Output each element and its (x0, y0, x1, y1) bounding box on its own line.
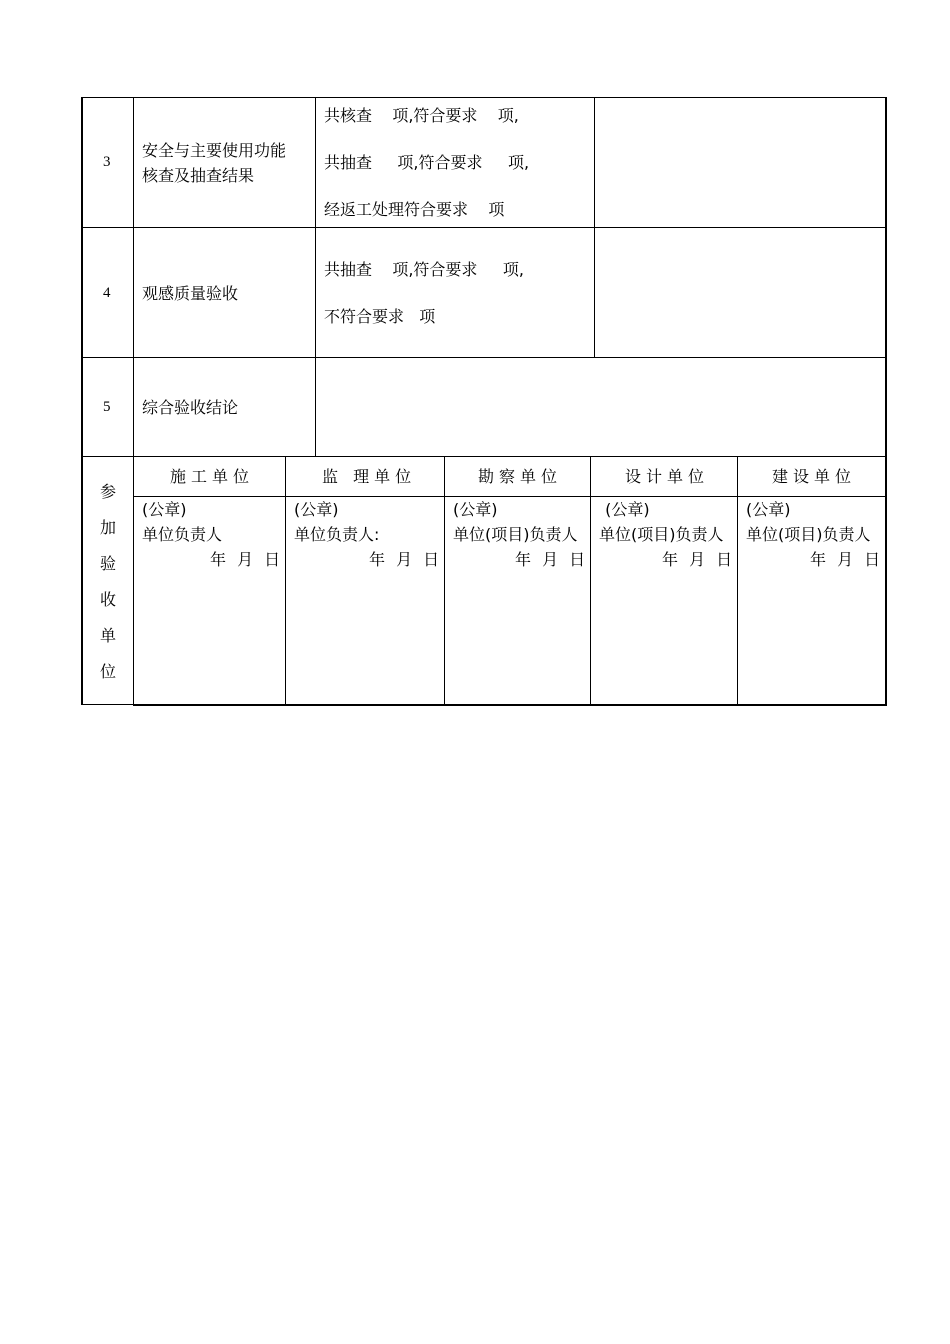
seal-label: (公章) (142, 500, 187, 519)
side-char: 参 (99, 482, 116, 501)
unit-header-design: 设计单位 (625, 467, 710, 486)
responsible-person-label: 单位(项目)负责人 (746, 525, 871, 544)
side-char: 验 (99, 554, 116, 573)
table-bottom-left-short (81, 704, 134, 705)
col-divider-unit-1 (285, 456, 286, 705)
row-item-label: 安全与主要使用功能 (142, 141, 287, 160)
seal-label: (公章) (453, 500, 498, 519)
result-line: 经返工处理符合要求 项 (324, 200, 505, 219)
row-number: 5 (103, 399, 111, 415)
row-item-label: 观感质量验收 (142, 284, 239, 303)
unit-header-survey: 勘察单位 (478, 467, 563, 486)
row-item-label: 核查及抽查结果 (142, 166, 255, 185)
unit-header-construction: 施工单位 (170, 467, 255, 486)
result-line: 共抽查 项,符合要求 项, (324, 153, 530, 172)
side-char: 加 (99, 518, 116, 537)
col-divider-unit-2 (444, 456, 445, 705)
result-line: 共核查 项,符合要求 项, (324, 106, 519, 125)
date-label: 年 月 日 (662, 550, 733, 569)
unit-header-supervision: 监 理单位 (322, 467, 417, 486)
date-label: 年 月 日 (369, 550, 440, 569)
row-divider-3-4 (81, 227, 887, 228)
col-divider-unit-3 (590, 456, 591, 705)
side-char: 收 (99, 590, 116, 609)
table-border-left (81, 97, 83, 705)
row-number: 3 (103, 154, 111, 170)
seal-label: (公章) (600, 500, 650, 519)
col-divider-unit-4 (737, 456, 738, 705)
date-label: 年 月 日 (810, 550, 881, 569)
table-border-top (81, 97, 887, 98)
date-label: 年 月 日 (210, 550, 281, 569)
row-item-label: 综合验收结论 (142, 398, 239, 417)
seal-label: (公章) (294, 500, 339, 519)
units-header-divider (133, 496, 887, 497)
result-line: 共抽查 项,符合要求 项, (324, 260, 524, 279)
col-divider-item (315, 97, 316, 457)
row-divider-4-5 (81, 357, 887, 358)
side-char: 位 (99, 662, 116, 681)
table-border-right (885, 97, 887, 706)
responsible-person-label: 单位(项目)负责人 (599, 525, 724, 544)
responsible-person-label: 单位负责人: (294, 525, 380, 544)
col-divider-no (133, 97, 134, 705)
seal-label: (公章) (746, 500, 791, 519)
row-number: 4 (103, 285, 111, 301)
responsible-person-label: 单位(项目)负责人 (453, 525, 578, 544)
unit-header-owner: 建设单位 (772, 467, 857, 486)
responsible-person-label: 单位负责人 (142, 525, 223, 544)
col-divider-result (594, 97, 595, 358)
table-border-bottom (133, 704, 887, 706)
row-divider-5-units (81, 456, 887, 457)
participants-side-label (98, 474, 118, 690)
date-label: 年 月 日 (515, 550, 586, 569)
result-line: 不符合要求 项 (324, 307, 436, 326)
side-char: 单 (99, 626, 116, 645)
